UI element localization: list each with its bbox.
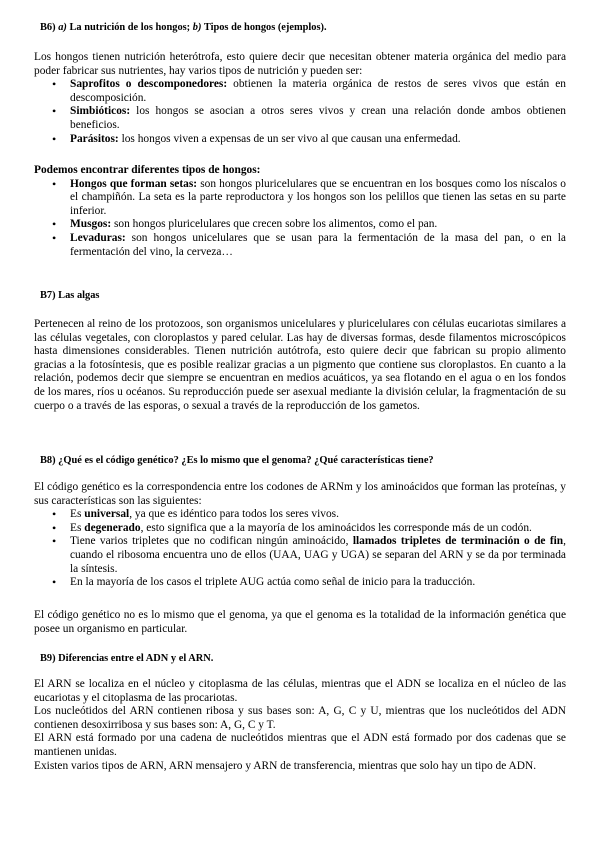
list-item: • Hongos que forman setas: son hongos pluricelulares que se encuentran en los bosques como los níscalos o el champiñón. La seta es la parte reproductora y los hongos son los pelillos que tienen las setas en su parte inferior. bbox=[34, 178, 566, 219]
b9-line: Existen varios tipos de ARN, ARN mensajero y ARN de transferencia, mientras que solo hay un tipo de ADN. bbox=[34, 759, 537, 772]
b8-body bbox=[34, 481, 566, 590]
b6-heading-b: b) bbox=[192, 22, 202, 33]
list-item: • Parásitos: los hongos viven a expensas de un ser vivo al que causan una enfermedad. bbox=[34, 133, 566, 147]
b9-body bbox=[34, 678, 566, 773]
b6-heading-a-text: La nutrición de los hongos; bbox=[69, 22, 191, 33]
list-item: • En la mayoría de los casos el triplete AUG actúa como señal de inicio para la traducción. bbox=[34, 576, 566, 590]
list-item: • Saprofitos o descomponedores: obtienen la materia orgánica de restos de seres vivos que están en descomposición. bbox=[34, 78, 566, 105]
b8-closing: El código genético no es lo mismo que el genoma, ya que el genoma es la totalidad de la información genética que posee un organismo en particular. bbox=[34, 609, 566, 635]
list-item: • Es degenerado, esto significa que a la mayoría de los aminoácidos les corresponde más de un codón. bbox=[34, 522, 566, 536]
b6-heading-a: a) bbox=[58, 22, 67, 33]
list-item: • Es universal, ya que es idéntico para todos los seres vivos. bbox=[34, 508, 566, 522]
b9-line: Los nucleótidos del ARN contienen ribosa y sus bases son: A, G, C y U, mientras que los nucleótidos del ADN contienen desoxirribosa y sus bases son: A, G, C y T. bbox=[34, 705, 566, 731]
b6-types-block bbox=[34, 164, 566, 259]
b6-heading-prefix: B6) bbox=[40, 22, 56, 33]
b9-line: El ARN está formado por una cadena de nucleótidos mientras que el ADN está formado por dos cadenas que se mantienen unidas. bbox=[34, 732, 566, 758]
b9-line: El ARN se localiza en el núcleo y citoplasma de las células, mientras que el ADN se localiza en el núcleo de las eucariotas y el citoplasma de las procariotas. bbox=[34, 678, 566, 704]
b6-heading bbox=[40, 22, 327, 33]
list-item: • Levaduras: son hongos unicelulares que se usan para la fermentación de la masa del pan, o en la fermentación del vino, la cerveza… bbox=[34, 232, 566, 259]
list-item: • Tiene varios tripletes que no codifican ningún aminoácido, llamados tripletes de terminación o de fin, cuando el ribosoma encuentra uno de ellos (UAA, UAG y UGA) se separan del ARN y se da por terminada la síntesis. bbox=[34, 535, 566, 576]
b8-characteristics-list bbox=[34, 508, 566, 590]
list-item: • Musgos: son hongos pluricelulares que crecen sobre los alimentos, como el pan. bbox=[34, 218, 566, 232]
b8-intro: El código genético es la correspondencia entre los codones de ARNm y los aminoácidos que forman las proteínas, y sus características son las siguientes: bbox=[34, 481, 566, 507]
list-item: • Simbióticos: los hongos se asocian a otros seres vivos y crean una relación donde ambos obtienen beneficios. bbox=[34, 105, 566, 132]
b7-body: Pertenecen al reino de los protozoos, son organismos unicelulares y pluricelulares con células eucariotas similares a las células vegetales, con cloroplastos y pared celular. Las hay de diversas formas, desde filamentos microscópicos hasta dimensiones considerables. Tienen nutrición autótrofa, esto quiere decir que fabrican su propio alimento gracias a la fotosíntesis, que es posible realizar gracias a un pigmento que contiene sus cloroplastos. En cuanto a la relación, podemos decir que siempre se encuentran en medios acuáticos, ya sea flotando en el agua o en los fondos de los mares, ríos u océanos. Su reproducción puede ser asexual mediante la división celular, la fragmentación de su cuerpo o a través de las esporas, o sexual a través de la reproducción de los gametos. bbox=[34, 318, 566, 412]
b6-nutrition-list bbox=[34, 78, 566, 146]
b6-heading-b-text: Tipos de hongos (ejemplos). bbox=[203, 22, 327, 33]
b6-nutrition-block bbox=[34, 51, 566, 146]
b6-intro: Los hongos tienen nutrición heterótrofa, esto quiere decir que necesitan obtener materia orgánica del medio para poder fabricar sus nutrientes, hay varios tipos de nutrición y pueden ser: bbox=[34, 51, 566, 77]
b6-types-list bbox=[34, 178, 566, 260]
b8-heading: B8) ¿Qué es el código genético? ¿Es lo mismo que el genoma? ¿Qué características tiene? bbox=[40, 455, 434, 466]
b9-heading: B9) Diferencias entre el ADN y el ARN. bbox=[40, 653, 214, 664]
b6-types-title: Podemos encontrar diferentes tipos de hongos: bbox=[34, 164, 261, 176]
b7-heading: B7) Las algas bbox=[40, 290, 100, 301]
